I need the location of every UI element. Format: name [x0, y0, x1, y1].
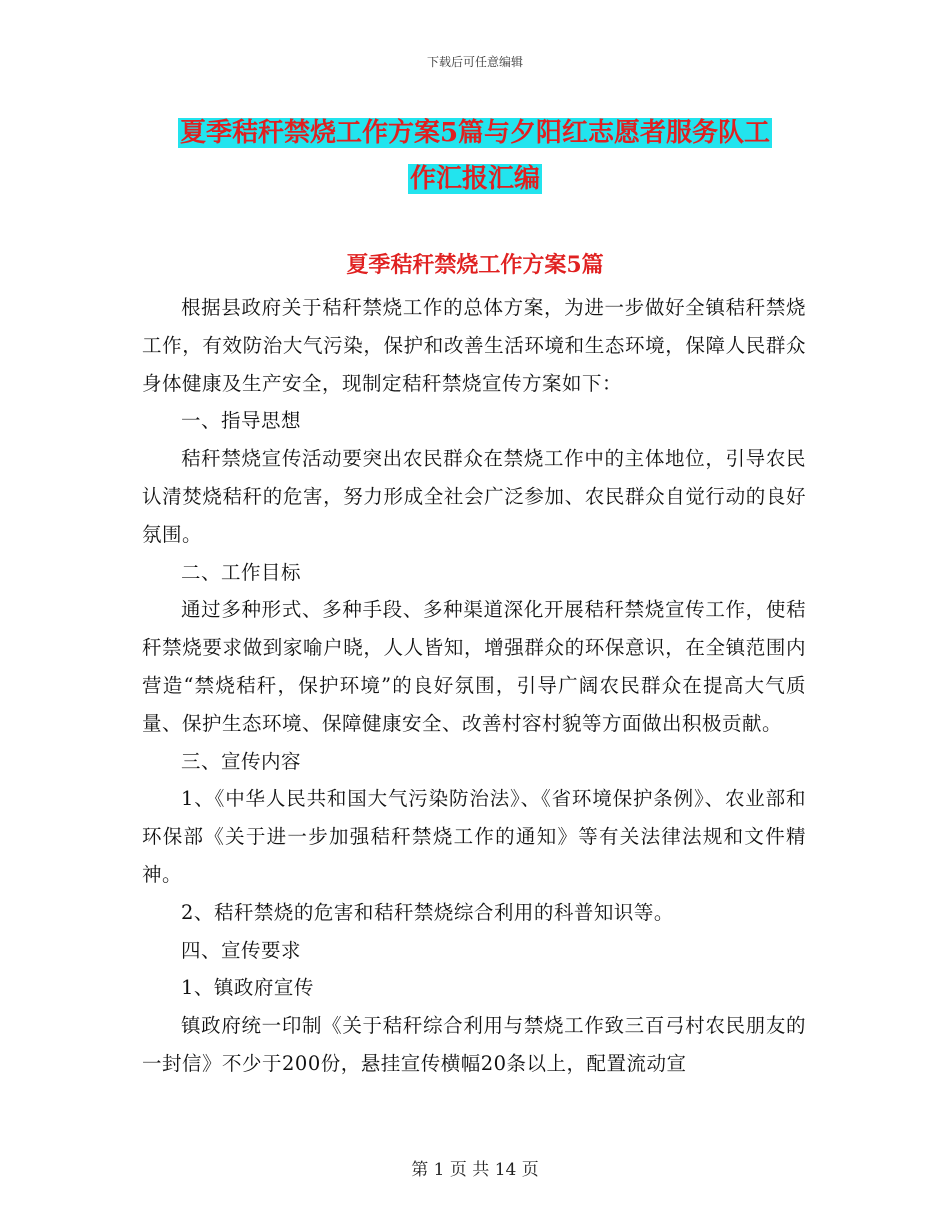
paragraph-content-item-1: 1、《中华人民共和国大气污染防治法》、《省环境保护条例》、农业部和环保部《关于进一步加强秸秆禁烧工作的通知》等有关法律法规和文件精神。 [142, 787, 806, 886]
page-footer: 第 1 页 共 14 页 [411, 1160, 539, 1180]
header-note: 下载后可任意编辑 [426, 55, 523, 69]
heading-publicity-content: 三、宣传内容 [181, 749, 302, 773]
paragraph-content-item-2: 2、秸秆禁烧的危害和秸秆禁烧综合利用的科普知识等。 [181, 900, 674, 924]
paragraph-guiding-thought: 秸秆禁烧宣传活动要突出农民群众在禁烧工作中的主体地位，引导农民认清焚烧秸秆的危害，努力形成全社会广泛参加、农民群众自觉行动的良好氛围。 [142, 447, 806, 546]
paragraph-intro: 根据县政府关于秸秆禁烧工作的总体方案，为进一步做好全镇秸秆禁烧工作，有效防治大气污染，保护和改善生活环境和生态环境，保障人民群众身体健康及生产安全，现制定秸秆禁烧宣传方案如下： [142, 296, 806, 395]
document-title-line-1: 夏季秸秆禁烧工作方案5篇与夕阳红志愿者服务队工 [179, 118, 771, 148]
heading-publicity-requirements: 四、宣传要求 [181, 938, 302, 962]
heading-guiding-thought: 一、指导思想 [181, 409, 302, 433]
paragraph-work-goal: 通过多种形式、多种手段、多种渠道深化开展秸秆禁烧宣传工作，使秸秆禁烧要求做到家喻户晓，人人皆知，增强群众的环保意识，在全镇范围内营造“禁烧秸秆，保护环境”的良好氛围，引导广阔农民群众在提高大气质量、保护生态环境、保障健康安全、改善村容村貌等方面做出积极贡献。 [142, 598, 806, 735]
document-body [142, 289, 806, 1083]
subheading-town-government: 1、镇政府宣传 [181, 976, 314, 1000]
paragraph-town-government: 镇政府统一印制《关于秸秆综合利用与禁烧工作致三百弓村农民朋友的一封信》不少于200份，悬挂宣传横幅20条以上，配置流动宣 [142, 1014, 806, 1075]
document-title [140, 110, 810, 202]
document-title-line-2: 作汇报汇编 [409, 164, 540, 194]
section-title: 夏季秸秆禁烧工作方案5篇 [346, 252, 604, 278]
heading-work-goal: 二、工作目标 [181, 560, 302, 584]
